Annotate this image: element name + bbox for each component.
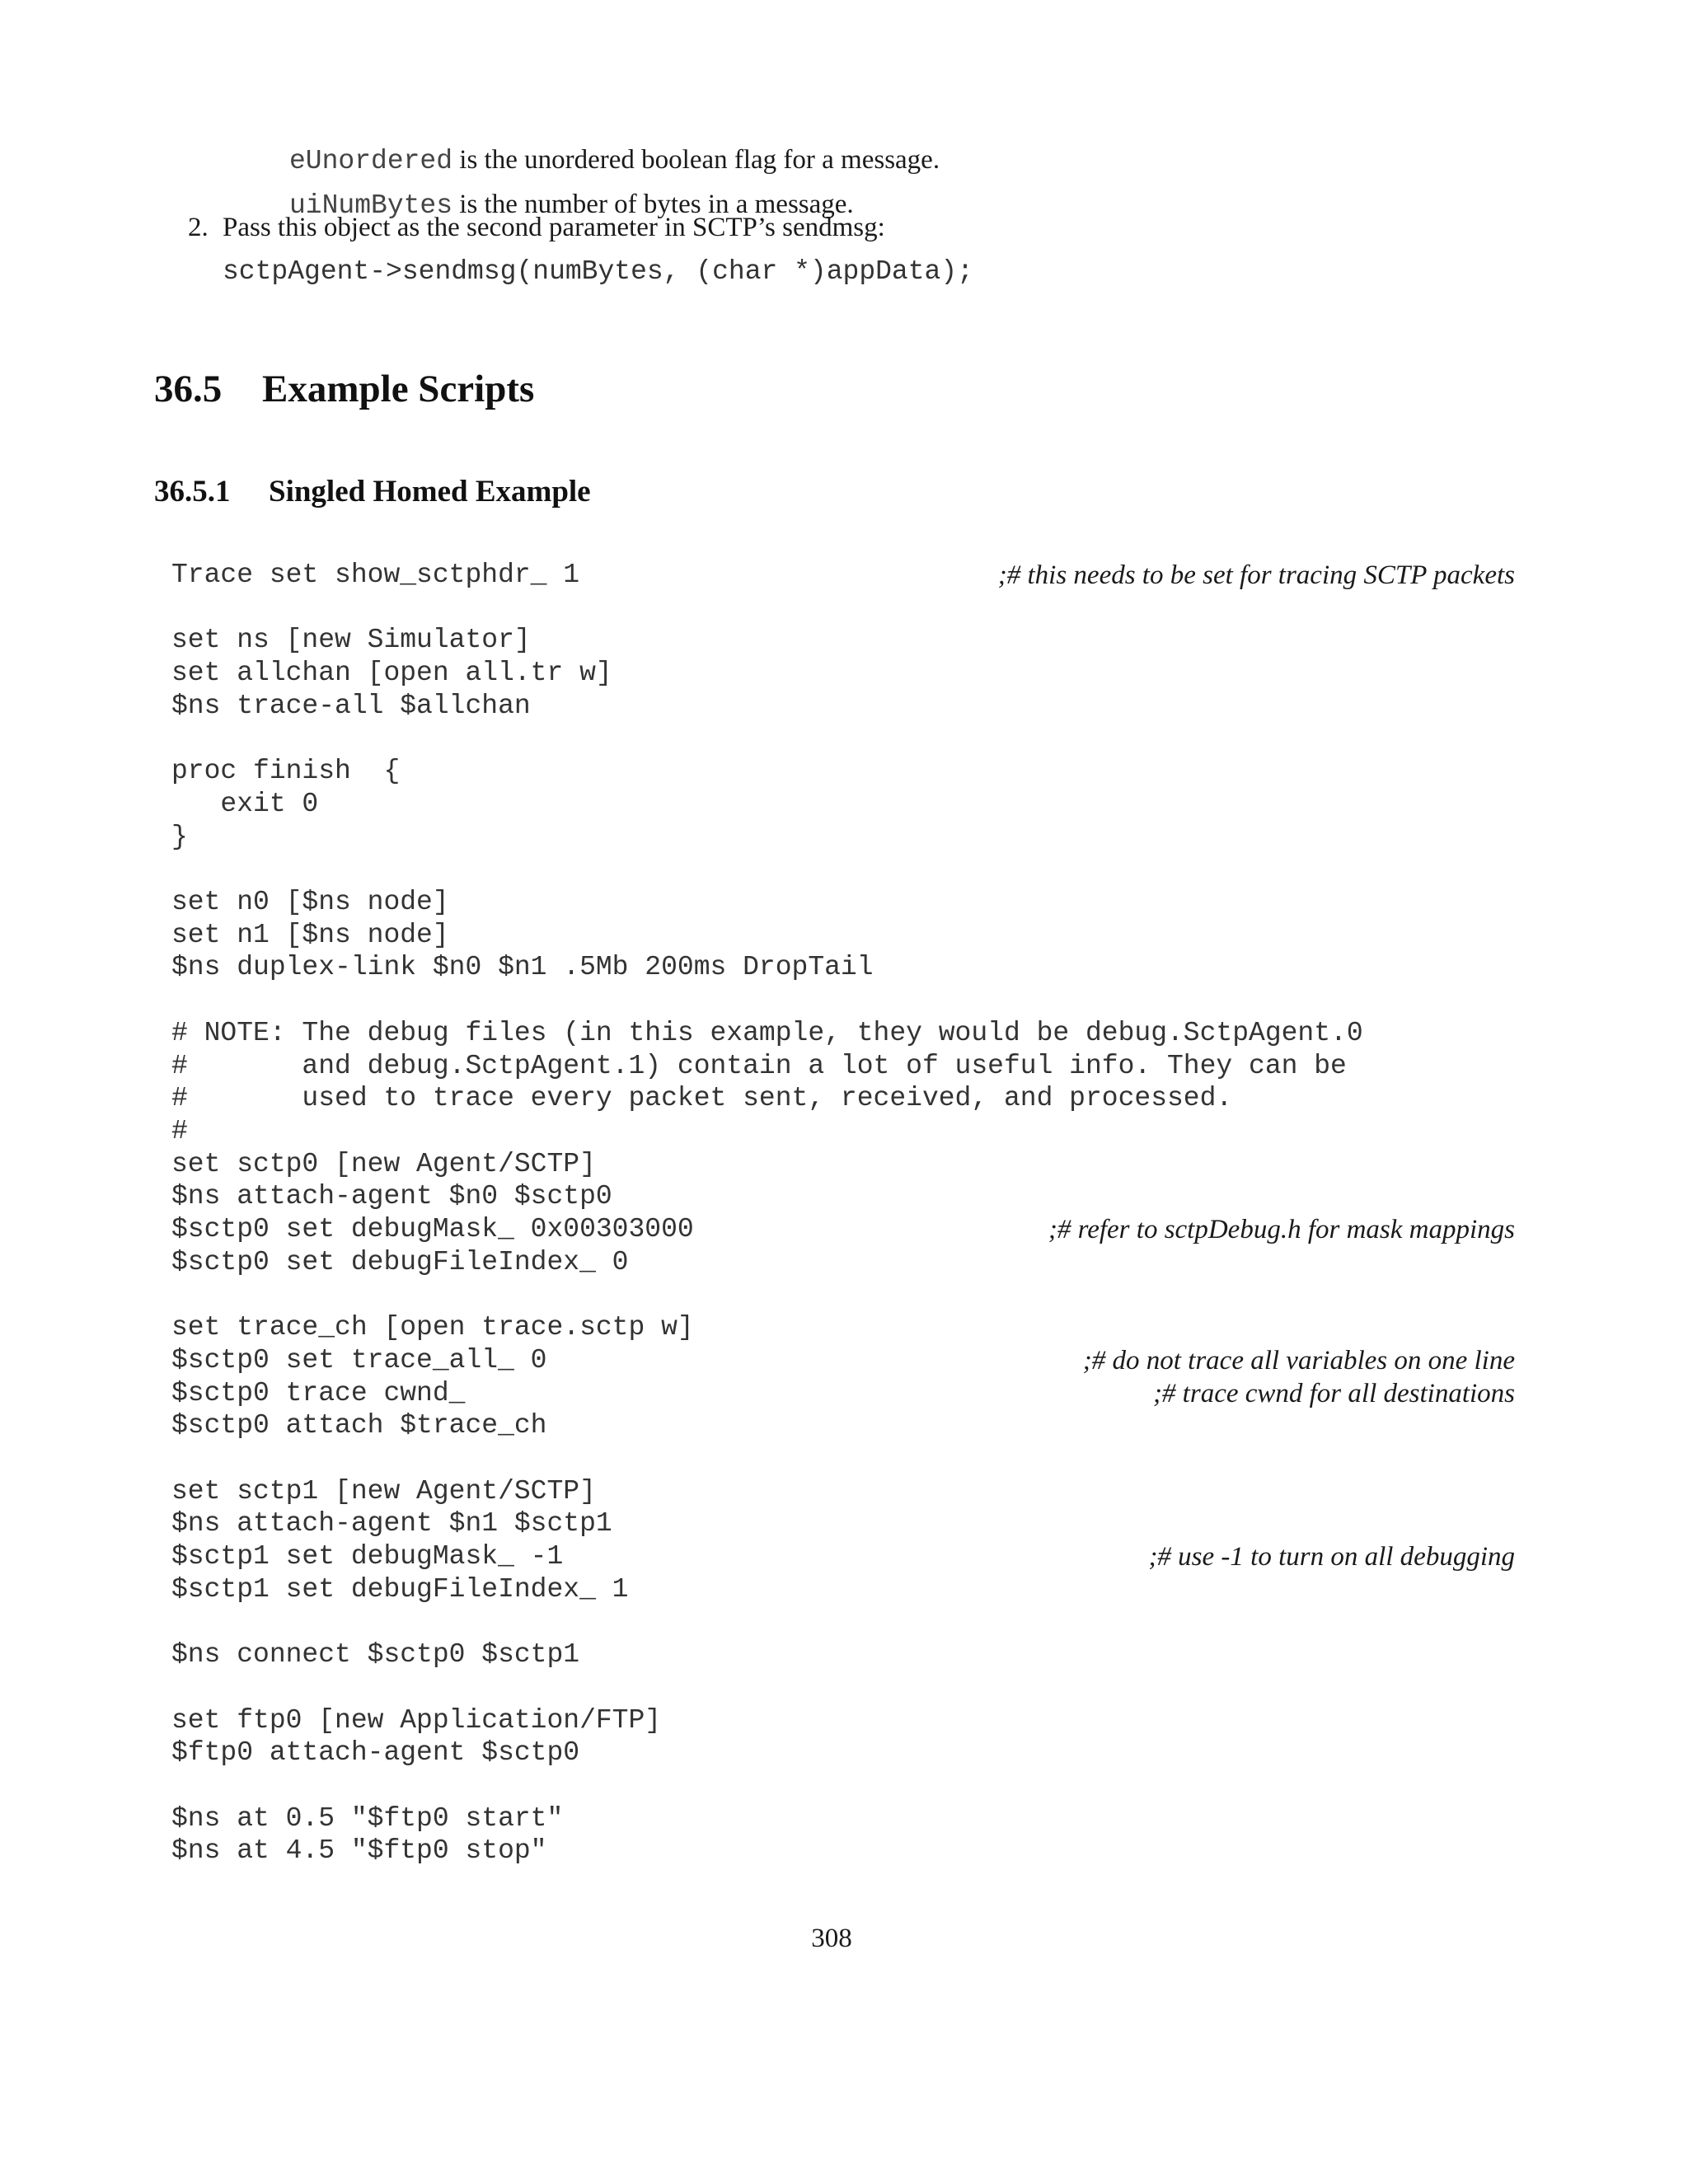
code-line [171,1573,1515,1606]
code-line-text: # used to trace every packet sent, received, and processed. [171,1083,1233,1114]
code-line-text: set allchan [open all.tr w] [171,658,612,689]
code-line-text: Trace set show_sctphdr_ 1 [171,560,580,590]
code-line [171,1017,1515,1050]
code-line [171,690,1515,723]
page-number: 308 [811,1924,852,1953]
code-line [171,1802,1515,1835]
code-line [171,1409,1515,1442]
code-line [171,1050,1515,1083]
code-line-text: $ns duplex-link $n0 $n1 .5Mb 200ms DropTail [171,952,874,983]
code-line-text: $ns at 4.5 "$ftp0 stop" [171,1835,547,1867]
code-line [171,755,1515,788]
def-uinumbytes-code: uiNumBytes [289,190,453,221]
code-line [171,1082,1515,1115]
code-line [171,1278,1515,1311]
code-line [171,1344,1515,1377]
code-line [171,1769,1515,1802]
def-uinumbytes-text: is the number of bytes in a message. [452,190,854,219]
code-line-comment: ;# trace cwnd for all destinations [1152,1378,1515,1408]
def-eunordered-text: is the unordered boolean flag for a message. [452,145,940,175]
code-line-text: $sctp1 set debugMask_ -1 [171,1541,564,1572]
code-line [171,1311,1515,1344]
code-line [171,919,1515,952]
code-line [171,1377,1515,1410]
code-line-text: $ns connect $sctp0 $sctp1 [171,1639,580,1671]
code-line-text: # [171,1115,188,1146]
code-line [171,821,1515,854]
code-line-text: $sctp0 attach $trace_ch [171,1410,547,1441]
code-line [171,657,1515,690]
code-line-text: set sctp1 [new Agent/SCTP] [171,1475,596,1507]
code-line-text: proc finish { [171,756,401,787]
code-line-text: set ftp0 [new Application/FTP] [171,1704,662,1736]
code-line [171,1638,1515,1671]
code-line [171,559,1515,592]
list-item-number: 2. [188,213,209,242]
code-line-text: set sctp0 [new Agent/SCTP] [171,1148,596,1179]
def-eunordered-code: eUnordered [289,146,453,176]
code-line-comment: ;# refer to sctpDebug.h for mask mappings [1048,1215,1515,1244]
code-line [171,1671,1515,1704]
code-line-text: $sctp1 set debugFileIndex_ 1 [171,1573,629,1605]
def-eunordered [283,105,940,176]
code-line-text: set trace_ch [open trace.sctp w] [171,1312,694,1343]
code-line-text: $sctp0 set debugFileIndex_ 0 [171,1246,629,1277]
code-line-text: $sctp0 set trace_all_ 0 [171,1344,547,1376]
code-line [171,723,1515,756]
section-title: Example Scripts [262,368,535,410]
section-number: 36.5 [154,368,223,410]
code-line [171,951,1515,984]
code-line-text: $sctp0 set debugMask_ 0x00303000 [171,1214,694,1244]
code-line-text: $ns at 0.5 "$ftp0 start" [171,1802,564,1834]
code-line-comment: ;# do not trace all variables on one line [1082,1345,1515,1376]
code-line-text: # NOTE: The debug files (in this example, they would be debug.SctpAgent.0 [171,1017,1363,1048]
code-line [171,1148,1515,1181]
code-line-text: $ns attach-agent $n0 $sctp0 [171,1181,612,1212]
code-line [171,853,1515,886]
code-line [171,1736,1515,1769]
code-line [171,886,1515,919]
def-uinumbytes [283,150,854,221]
list-item-text: Pass this object as the second parameter in SCTP’s sendmsg: [223,213,885,242]
code-line-text: $ns attach-agent $n1 $sctp1 [171,1508,612,1540]
code-line [171,1507,1515,1540]
list-item-code: sctpAgent->sendmsg(numBytes, (char *)appData); [223,256,973,287]
code-line [171,1540,1515,1573]
code-line [171,788,1515,821]
code-line-text: } [171,821,188,852]
code-line-text: set ns [new Simulator] [171,625,531,656]
code-line [171,1115,1515,1148]
code-line-text: # and debug.SctpAgent.1) contain a lot of useful info. They can be [171,1050,1347,1081]
code-line [171,1475,1515,1508]
subsection-title: Singled Homed Example [269,475,591,509]
code-line-text: $sctp0 trace cwnd_ [171,1377,466,1408]
code-line [171,984,1515,1017]
code-line [171,1704,1515,1737]
code-line [171,592,1515,625]
code-line [171,1180,1515,1213]
code-line [171,1246,1515,1279]
code-line-text: $ftp0 attach-agent $sctp0 [171,1737,580,1769]
code-line [171,624,1515,657]
code-line-comment: ;# use -1 to turn on all debugging [1148,1542,1515,1572]
code-line-comment: ;# this needs to be set for tracing SCTP packets [997,560,1515,590]
code-line-text: $ns trace-all $allchan [171,690,531,721]
code-line [171,1605,1515,1638]
code-line [171,1835,1515,1868]
code-line-text: exit 0 [171,788,319,819]
code-line [171,1213,1515,1246]
code-line-text: set n0 [$ns node] [171,887,449,917]
code-line [171,1442,1515,1475]
code-line-text: set n1 [$ns node] [171,919,449,950]
subsection-number: 36.5.1 [154,475,231,509]
